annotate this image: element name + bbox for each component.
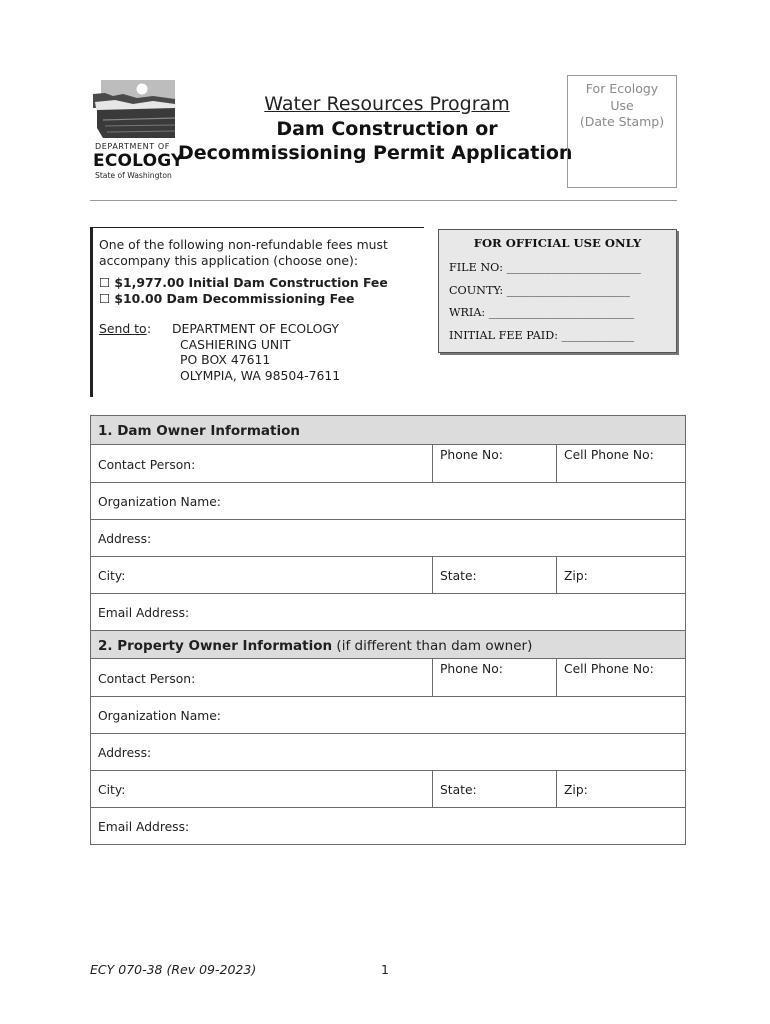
stamp-line-3: (Date Stamp) xyxy=(579,114,665,129)
dam-owner-contact-person-field[interactable] xyxy=(91,445,432,482)
wria-field: WRIA: __________________________ xyxy=(449,306,635,319)
title-line-1: Dam Construction or xyxy=(276,118,498,140)
property-owner-cell-phone-field[interactable] xyxy=(556,659,685,696)
title-line-2: Decommissioning Permit Application xyxy=(178,142,573,164)
section-1-header xyxy=(91,416,685,444)
zip-label: Zip: xyxy=(564,569,588,583)
state-label: State: xyxy=(440,783,477,797)
email-label: Email Address: xyxy=(98,820,190,834)
dam-owner-section xyxy=(90,415,686,845)
cell-phone-label: Cell Phone No: xyxy=(564,662,654,676)
county-field: COUNTY: ______________________ xyxy=(449,283,630,297)
property-owner-state-field[interactable] xyxy=(432,771,556,807)
section-2-title: 2. Property Owner Information xyxy=(98,638,333,654)
zip-label: Zip: xyxy=(564,783,588,797)
section-1-title: 1. Dam Owner Information xyxy=(98,423,300,439)
phone-label: Phone No: xyxy=(440,448,503,462)
form-number: ECY 070-38 (Rev 09-2023) xyxy=(90,962,257,977)
dam-owner-email-field[interactable] xyxy=(91,593,685,630)
fee-intro-line-2: accompany this application (choose one): xyxy=(99,253,359,268)
ecology-landscape-icon xyxy=(93,80,177,140)
dam-owner-organization-field[interactable] xyxy=(91,482,685,519)
form-title xyxy=(178,90,578,170)
stamp-line-2: Use xyxy=(610,97,634,113)
cell-phone-label: Cell Phone No: xyxy=(564,448,654,462)
dam-owner-phone-field[interactable] xyxy=(432,445,556,482)
header-divider xyxy=(90,200,677,201)
send-to-block xyxy=(99,321,424,385)
file-no-field: FILE NO: ________________________ xyxy=(449,261,641,274)
dam-owner-cell-phone-field[interactable] xyxy=(556,445,685,482)
dam-owner-zip-field[interactable] xyxy=(556,557,685,593)
section-2-header xyxy=(91,630,685,658)
property-owner-city-row xyxy=(91,770,685,807)
property-owner-zip-field[interactable] xyxy=(556,771,685,807)
address-line-1: DEPARTMENT OF ECOLOGY xyxy=(172,321,339,336)
address-line-2: CASHIERING UNIT xyxy=(180,336,291,352)
official-use-box xyxy=(438,229,677,353)
organization-label: Organization Name: xyxy=(98,495,221,509)
fee-option-decommissioning[interactable]: ☐ $10.00 Dam Decommissioning Fee xyxy=(99,291,355,306)
state-label: State: xyxy=(440,569,477,583)
fee-option-construction[interactable]: ☐ $1,977.00 Initial Dam Construction Fee xyxy=(99,275,388,290)
logo-state-text: State of Washington xyxy=(95,171,172,180)
address-label: Address: xyxy=(98,532,152,546)
logo-ecology-text: ECOLOGY xyxy=(93,151,184,171)
official-use-heading: FOR OFFICIAL USE ONLY xyxy=(473,236,642,250)
address-line-3: PO BOX 47611 xyxy=(180,352,271,367)
property-owner-city-field[interactable] xyxy=(91,771,432,807)
ecology-logo xyxy=(93,80,185,182)
city-label: City: xyxy=(98,783,126,797)
dam-owner-state-field[interactable] xyxy=(432,557,556,593)
email-label: Email Address: xyxy=(98,606,190,620)
organization-label: Organization Name: xyxy=(98,709,221,723)
property-owner-email-field[interactable] xyxy=(91,807,685,844)
contact-person-label: Contact Person: xyxy=(98,672,196,686)
address-line-4: OLYMPIA, WA 98504-7611 xyxy=(180,367,341,383)
send-to-colon: : xyxy=(147,321,152,336)
dam-owner-city-row xyxy=(91,556,685,593)
contact-person-label: Contact Person: xyxy=(98,458,196,472)
initial-fee-paid-field: INITIAL FEE PAID: _____________ xyxy=(449,328,635,342)
property-owner-contact-person-field[interactable] xyxy=(91,659,432,696)
mailing-address xyxy=(172,321,340,383)
property-owner-address-field[interactable] xyxy=(91,733,685,770)
logo-department-text: DEPARTMENT OF xyxy=(95,142,170,151)
property-owner-contact-row xyxy=(91,658,685,696)
phone-label: Phone No: xyxy=(440,662,503,676)
stamp-line-1: For Ecology xyxy=(585,81,659,96)
property-owner-organization-field[interactable] xyxy=(91,696,685,733)
property-owner-phone-field[interactable] xyxy=(432,659,556,696)
dam-owner-address-field[interactable] xyxy=(91,519,685,556)
section-2-note: (if different than dam owner) xyxy=(332,638,533,654)
fee-instructions xyxy=(90,227,424,397)
dam-owner-contact-row xyxy=(91,444,685,482)
fee-intro-line-1: One of the following non-refundable fees must xyxy=(99,237,388,252)
program-name: Water Resources Program xyxy=(264,93,510,115)
city-label: City: xyxy=(98,569,126,583)
dam-owner-city-field[interactable] xyxy=(91,557,432,593)
page-number: 1 xyxy=(381,962,389,977)
address-label: Address: xyxy=(98,746,152,760)
send-to-label: Send to xyxy=(99,321,147,336)
date-stamp-box xyxy=(567,75,677,188)
